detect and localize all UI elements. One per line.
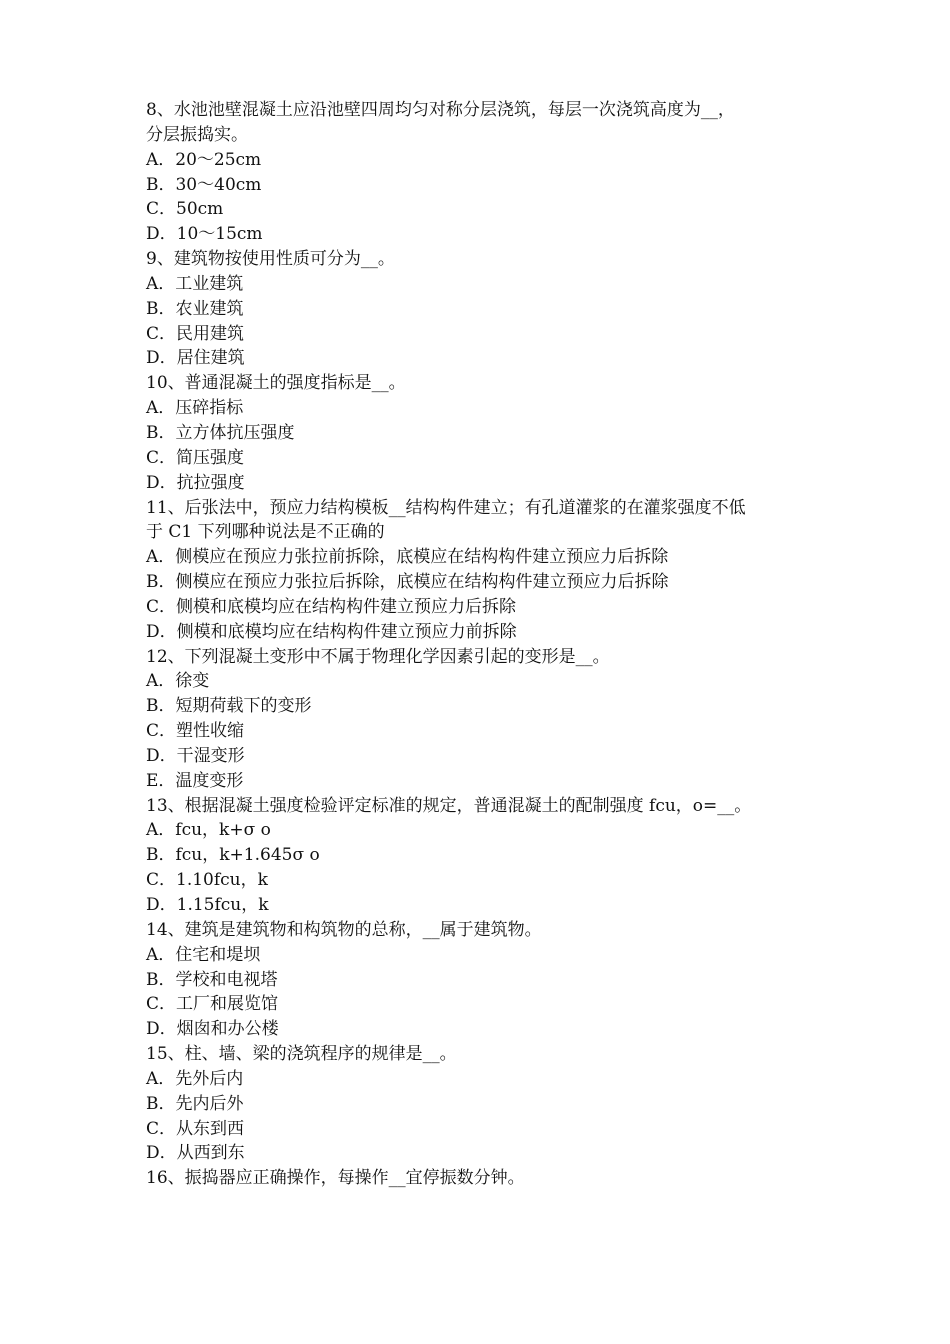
question-9-option-c: C．民用建筑 [146,323,245,344]
question-12-option-e: E．温度变形 [146,770,244,791]
question-8-option-b: B．30～40cm [146,174,262,195]
question-11-stem-continued: 于 C1 下列哪种说法是不正确的 [146,522,385,543]
question-11-option-c: C．侧模和底模均应在结构构件建立预应力后拆除 [146,596,517,617]
question-15-option-c: C．从东到西 [146,1118,245,1139]
question-12-stem: 12、下列混凝土变形中不属于物理化学因素引起的变形是__。 [146,646,610,667]
question-14-option-c: C．工厂和展览馆 [146,994,279,1015]
question-15-option-a: A．先外后内 [146,1068,244,1089]
question-13-option-d: D．1.15fcu，k [146,895,269,915]
question-14-stem: 14、建筑是建筑物和构筑物的总称，__属于建筑物。 [146,919,542,940]
question-13-option-c: C．1.10fcu，k [146,870,268,891]
question-9-option-a: A．工业建筑 [146,273,244,294]
document-body [146,98,826,1191]
question-8-option-a: A．20～25cm [146,149,262,170]
question-14-option-a: A．住宅和堤坝 [146,944,261,965]
question-11-option-a: A．侧模应在预应力张拉前拆除，底模应在结构构件建立预应力后拆除 [146,547,669,568]
question-14-option-b: B．学校和电视塔 [146,969,278,990]
question-10-option-a: A．压碎指标 [146,398,244,419]
question-8-option-d: D．10～15cm [146,224,263,245]
question-8-stem: 8、水池池壁混凝土应沿池壁四周均匀对称分层浇筑，每层一次浇筑高度为__， [146,100,735,120]
question-12-option-a: A．徐变 [146,671,210,692]
question-9-option-b: B．农业建筑 [146,298,244,319]
question-15-stem: 15、柱、墙、梁的浇筑程序的规律是__。 [146,1044,457,1065]
question-12-option-d: D．干湿变形 [146,745,245,766]
question-13-option-a: A．fcu，k+σ o [146,820,271,841]
question-16-stem: 16、振捣器应正确操作，每操作__宜停振数分钟。 [146,1168,525,1189]
question-15-option-d: D．从西到东 [146,1143,245,1164]
question-10-stem: 10、普通混凝土的强度指标是__。 [146,373,406,394]
question-8-stem-continued: 分层振捣实。 [146,124,248,145]
question-11-option-d: D．侧模和底模均应在结构构件建立预应力前拆除 [146,621,517,642]
question-14-option-d: D．烟囱和办公楼 [146,1019,279,1040]
question-10-option-c: C．简压强度 [146,447,245,468]
question-13-stem: 13、根据混凝土强度检验评定标准的规定，普通混凝土的配制强度 fcu，o=__。 [146,795,752,816]
question-11-stem: 11、后张法中，预应力结构模板__结构构件建立；有孔道灌浆的在灌浆强度不低 [146,497,746,518]
question-10-option-d: D．抗拉强度 [146,472,245,493]
question-15-option-b: B．先内后外 [146,1093,244,1114]
question-10-option-b: B．立方体抗压强度 [146,422,295,443]
question-8-option-c: C．50cm [146,199,224,220]
question-11-option-b: B．侧模应在预应力张拉后拆除，底模应在结构构件建立预应力后拆除 [146,572,669,593]
question-9-stem: 9、建筑物按使用性质可分为__。 [146,249,395,270]
question-12-option-b: B．短期荷载下的变形 [146,696,312,717]
question-13-option-b: B．fcu，k+1.645σ o [146,845,320,866]
question-12-option-c: C．塑性收缩 [146,721,245,742]
question-9-option-d: D．居住建筑 [146,348,245,369]
